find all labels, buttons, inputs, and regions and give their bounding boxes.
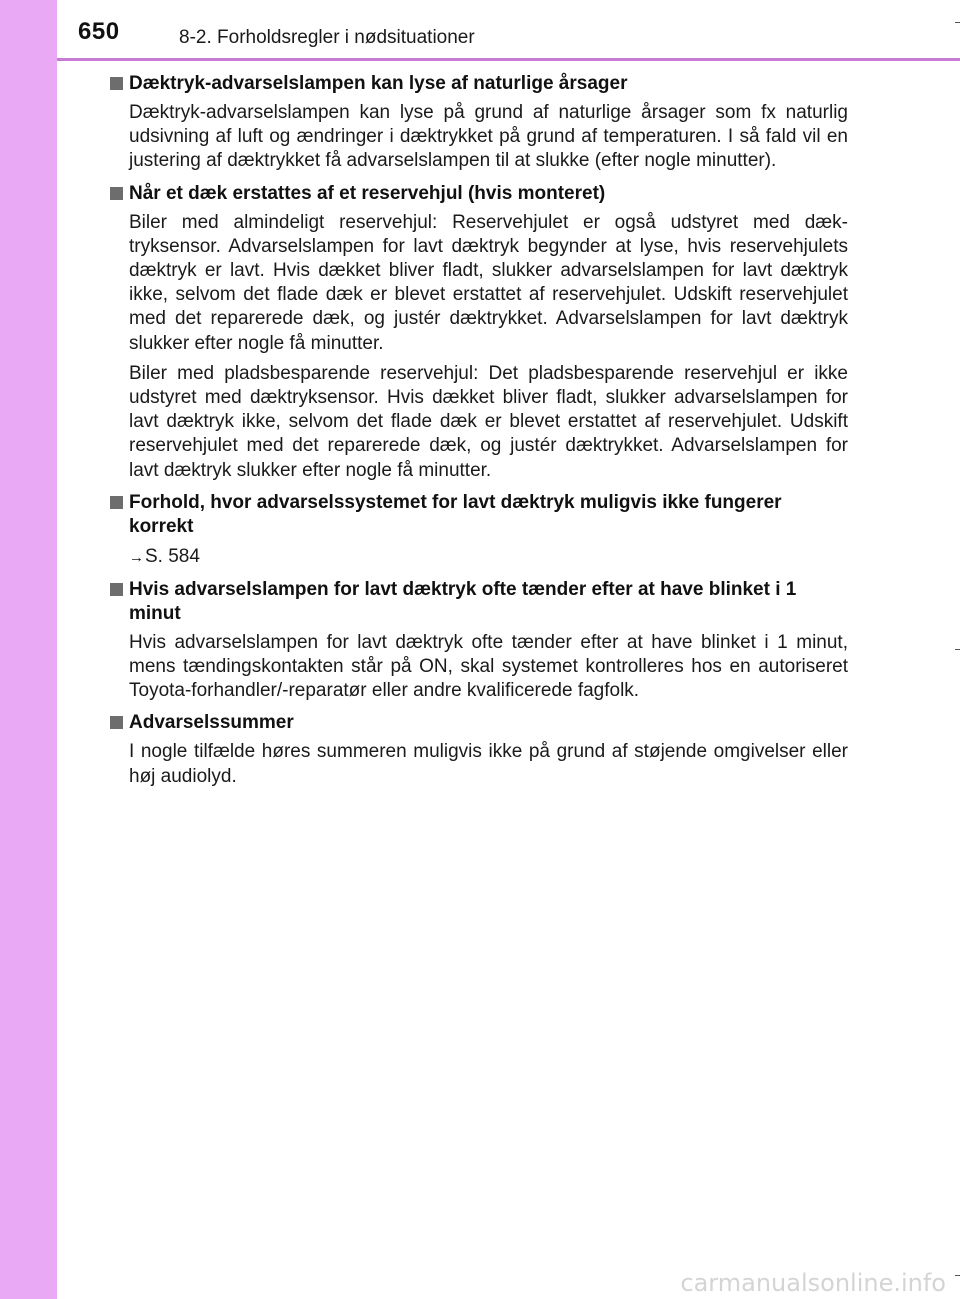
header-rule [57,58,960,61]
section-heading [108,182,848,206]
page-reference-text: S. 584 [145,545,200,567]
section-warning-buzzer [108,711,848,788]
paragraph: Dæktryk-advarselslampen kan lyse på grund af naturlige årsager som fx naturlig udsivning af luft og ændringer i dæktrykket på grund af temperaturen. I så fald vil en justering af dæktrykket få advarselslampen til at slukke (efter nogle minutter). [129,102,848,172]
main-content [108,72,848,797]
square-bullet-icon [110,187,123,200]
page-number: 650 [78,18,120,45]
arrow-right-icon: → [129,548,144,566]
section-heading-text: Når et dæk erstattes af et reservehjul (hvis monteret) [129,182,606,204]
section-blinking-lamp [108,578,848,704]
section-heading [108,72,848,96]
square-bullet-icon [110,496,123,509]
crop-mark [955,649,960,650]
section-heading [108,491,848,539]
paragraph: Biler med pladsbesparende reservehjul: Det pladsbesparende reservehjul er ikke udstyret med dæktryksensor. Hvis dækket bliver fladt, slukker advarselslampen for lavt dæktryk ikke, selvom det flade dæk er blevet erstattet af reservehjulet. Udskift reservehjulet med det reparerede dæk, og justér dæktrykket. Advarselslampen for lavt dæktryk slukker efter nogle få minutter. [129,362,848,481]
section-heading-text: Forhold, hvor advarselssystemet for lavt dæktryk muligvis ikke fungerer korrekt [129,491,782,537]
crop-mark [955,1275,960,1276]
paragraph: I nogle tilfælde høres summeren muligvis ikke på grund af støjende omgivelser eller høj audiolyd. [129,741,848,787]
square-bullet-icon [110,583,123,596]
section-heading-text: Hvis advarselslampen for lavt dæktryk ofte tænder efter at have blinket i 1 minut [129,578,797,624]
crop-mark [955,22,960,23]
watermark: carmanualsonline.info [680,1269,946,1297]
paragraph: Biler med almindeligt reservehjul: Reservehjulet er også udstyret med dæktryksensor. Advarselslampen for lavt dæktryk begynder at lyse, hvis reservehjulets dæktryk er lavt. Hvis dækket bliver fladt, slukker advarselslampen for lavt dæktryk ikke, selvom det flade dæk er blevet erstattet af reservehjulet. Udskift reservehjulet med det reparerede dæk, og justér dæktrykket. Advarselslampen for lavt dæktryk slukker efter nogle få minutter. [129,211,848,354]
square-bullet-icon [110,77,123,90]
section-natural-causes [108,72,848,174]
section-heading [108,578,848,626]
paragraph: Hvis advarselslampen for lavt dæktryk ofte tænder efter at have blinket i 1 minut, mens tændingskontakten står på ON, skal systemet kontrolleres hos en autoriseret Toyota-forhandler/-reparatør eller andre kvalificerede fagfolk. [129,631,848,702]
square-bullet-icon [110,716,123,729]
section-heading-text: Advarselssummer [129,712,294,734]
section-system-malfunction-conditions [108,491,848,570]
section-title: 8-2. Forholdsregler i nødsituationer [179,27,475,48]
page-margin-bar [0,0,57,1299]
section-spare-wheel [108,182,848,483]
section-heading-text: Dæktryk-advarselslampen kan lyse af naturlige årsager [129,73,628,94]
page-reference-link[interactable] [108,545,848,570]
section-heading [108,711,848,735]
